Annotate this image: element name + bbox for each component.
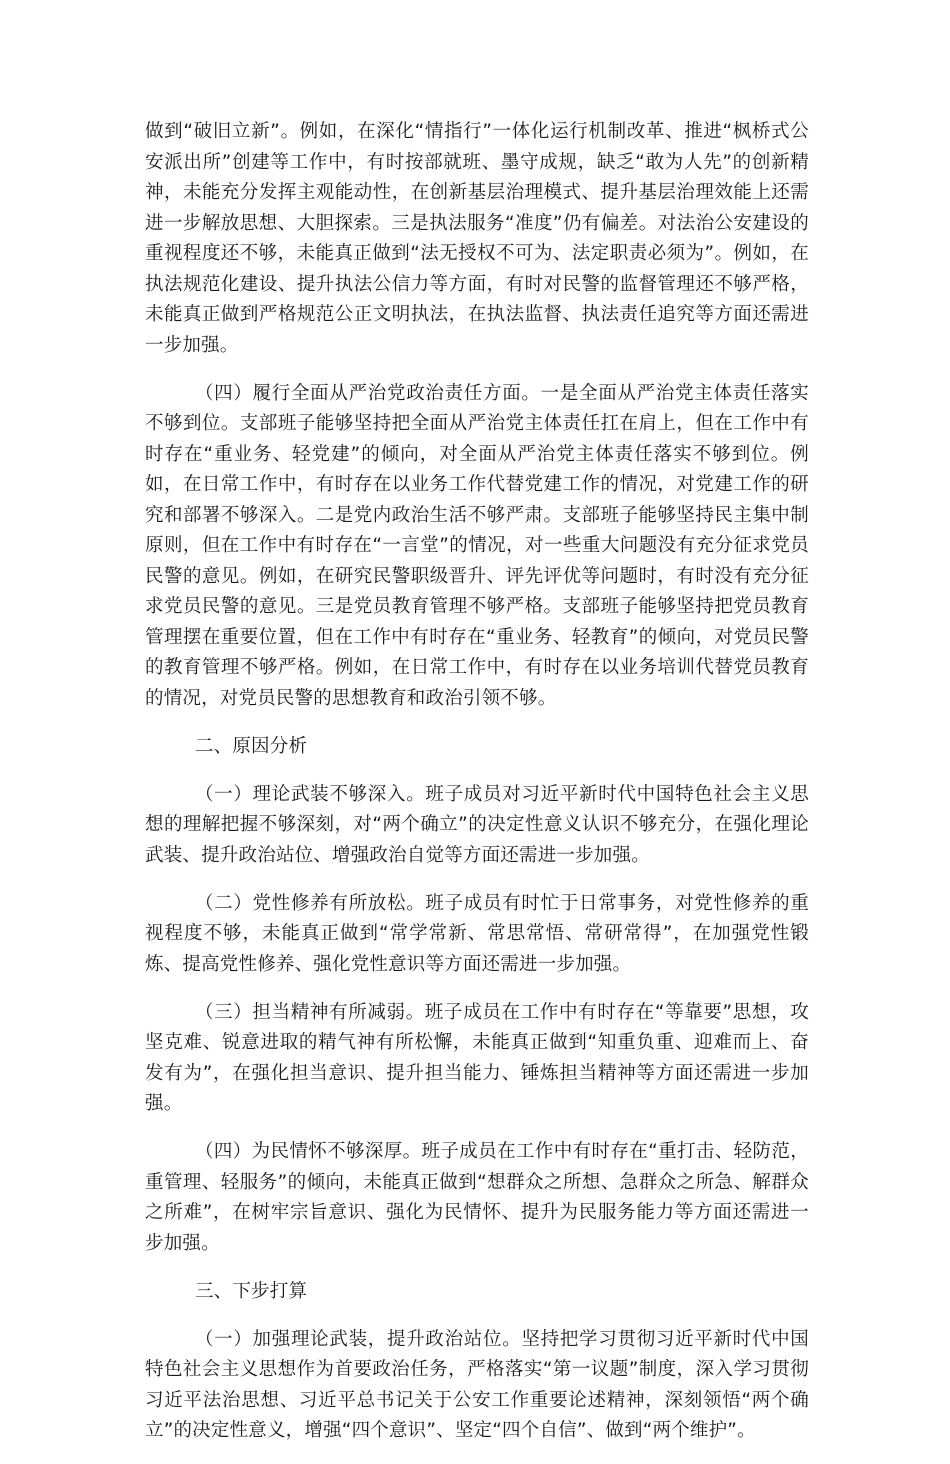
paragraph-cause-4: （四）为民情怀不够深厚。班子成员在工作中有时存在“重打击、轻防范，重管理、轻服务”的倾向，未能真正做到“想群众之所想、急群众之所急、解群众之所难”，在树牢宗旨意识、强化为民情怀、提升为民服务能力等方面还需进一步加强。 [145,1141,809,1254]
paragraph-cause-1: （一）理论武装不够深入。班子成员对习近平新时代中国特色社会主义思想的理解把握不够深刻，对“两个确立”的决定性意义认识不够充分，在强化理论武装、提升政治站位、增强政治自觉等方面还需进一步加强。 [145,783,809,866]
paragraph-continuation: 做到“破旧立新”。例如，在深化“情指行”一体化运行机制改革、推进“枫桥式公安派出所”创建等工作中，有时按部就班、墨守成规，缺乏“敢为人先”的创新精神，未能充分发挥主观能动性，在创新基层治理模式、提升基层治理效能上还需进一步解放思想、大胆探索。三是执法服务“准度”仍有偏差。对法治公安建设的重视程度还不够，未能真正做到“法无授权不可为、法定职责必须为”。例如，在执法规范化建设、提升执法公信力等方面，有时对民警的监督管理还不够严格，未能真正做到严格规范公正文明执法，在执法监督、执法责任追究等方面还需进一步加强。 [145,121,809,356]
document-page [145,117,809,1464]
paragraph-cause-3: （三）担当精神有所减弱。班子成员在工作中有时存在“等靠要”思想，攻坚克难、锐意进取的精气神有所松懈，未能真正做到“知重负重、迎难而上、奋发有为”，在强化担当意识、提升担当能力、锤炼担当精神等方面还需进一步加强。 [145,1001,809,1114]
section-heading-next-steps: 三、下步打算 [194,1280,308,1302]
paragraph-next-step-1: （一）加强理论武装，提升政治站位。坚持把学习贯彻习近平新时代中国特色社会主义思想作为首要政治任务，严格落实“第一议题”制度，深入学习贯彻习近平法治思想、习近平总书记关于公安工作重要论述精神，深刻领悟“两个确立”的决定性意义，增强“四个意识”、坚定“四个自信”、做到“两个维护”。 [145,1328,809,1441]
paragraph-party-responsibility: （四）履行全面从严治党政治责任方面。一是全面从严治党主体责任落实不够到位。支部班子能够坚持把全面从严治党主体责任扛在肩上，但在工作中有时存在“重业务、轻党建”的倾向，对全面从严治党主体责任落实不够到位。例如，在日常工作中，有时存在以业务工作代替党建工作的情况，对党建工作的研究和部署不够深入。二是党内政治生活不够严肃。支部班子能够坚持民主集中制原则，但在工作中有时存在“一言堂”的情况，对一些重大问题没有充分征求党员民警的意见。例如，在研究民警职级晋升、评先评优等问题时，有时没有充分征求党员民警的意见。三是党员教育管理不够严格。支部班子能够坚持把党员教育管理摆在重要位置，但在工作中有时存在“重业务、轻教育”的倾向，对党员民警的教育管理不够严格。例如，在日常工作中，有时存在以业务培训代替党员教育的情况，对党员民警的思想教育和政治引领不够。 [145,382,809,709]
paragraph-cause-2: （二）党性修养有所放松。班子成员有时忙于日常事务，对党性修养的重视程度不够，未能真正做到“常学常新、常思常悟、常研常得”，在加强党性锻炼、提高党性修养、强化党性意识等方面还需进一步加强。 [145,892,809,975]
section-heading-cause-analysis: 二、原因分析 [194,735,308,757]
